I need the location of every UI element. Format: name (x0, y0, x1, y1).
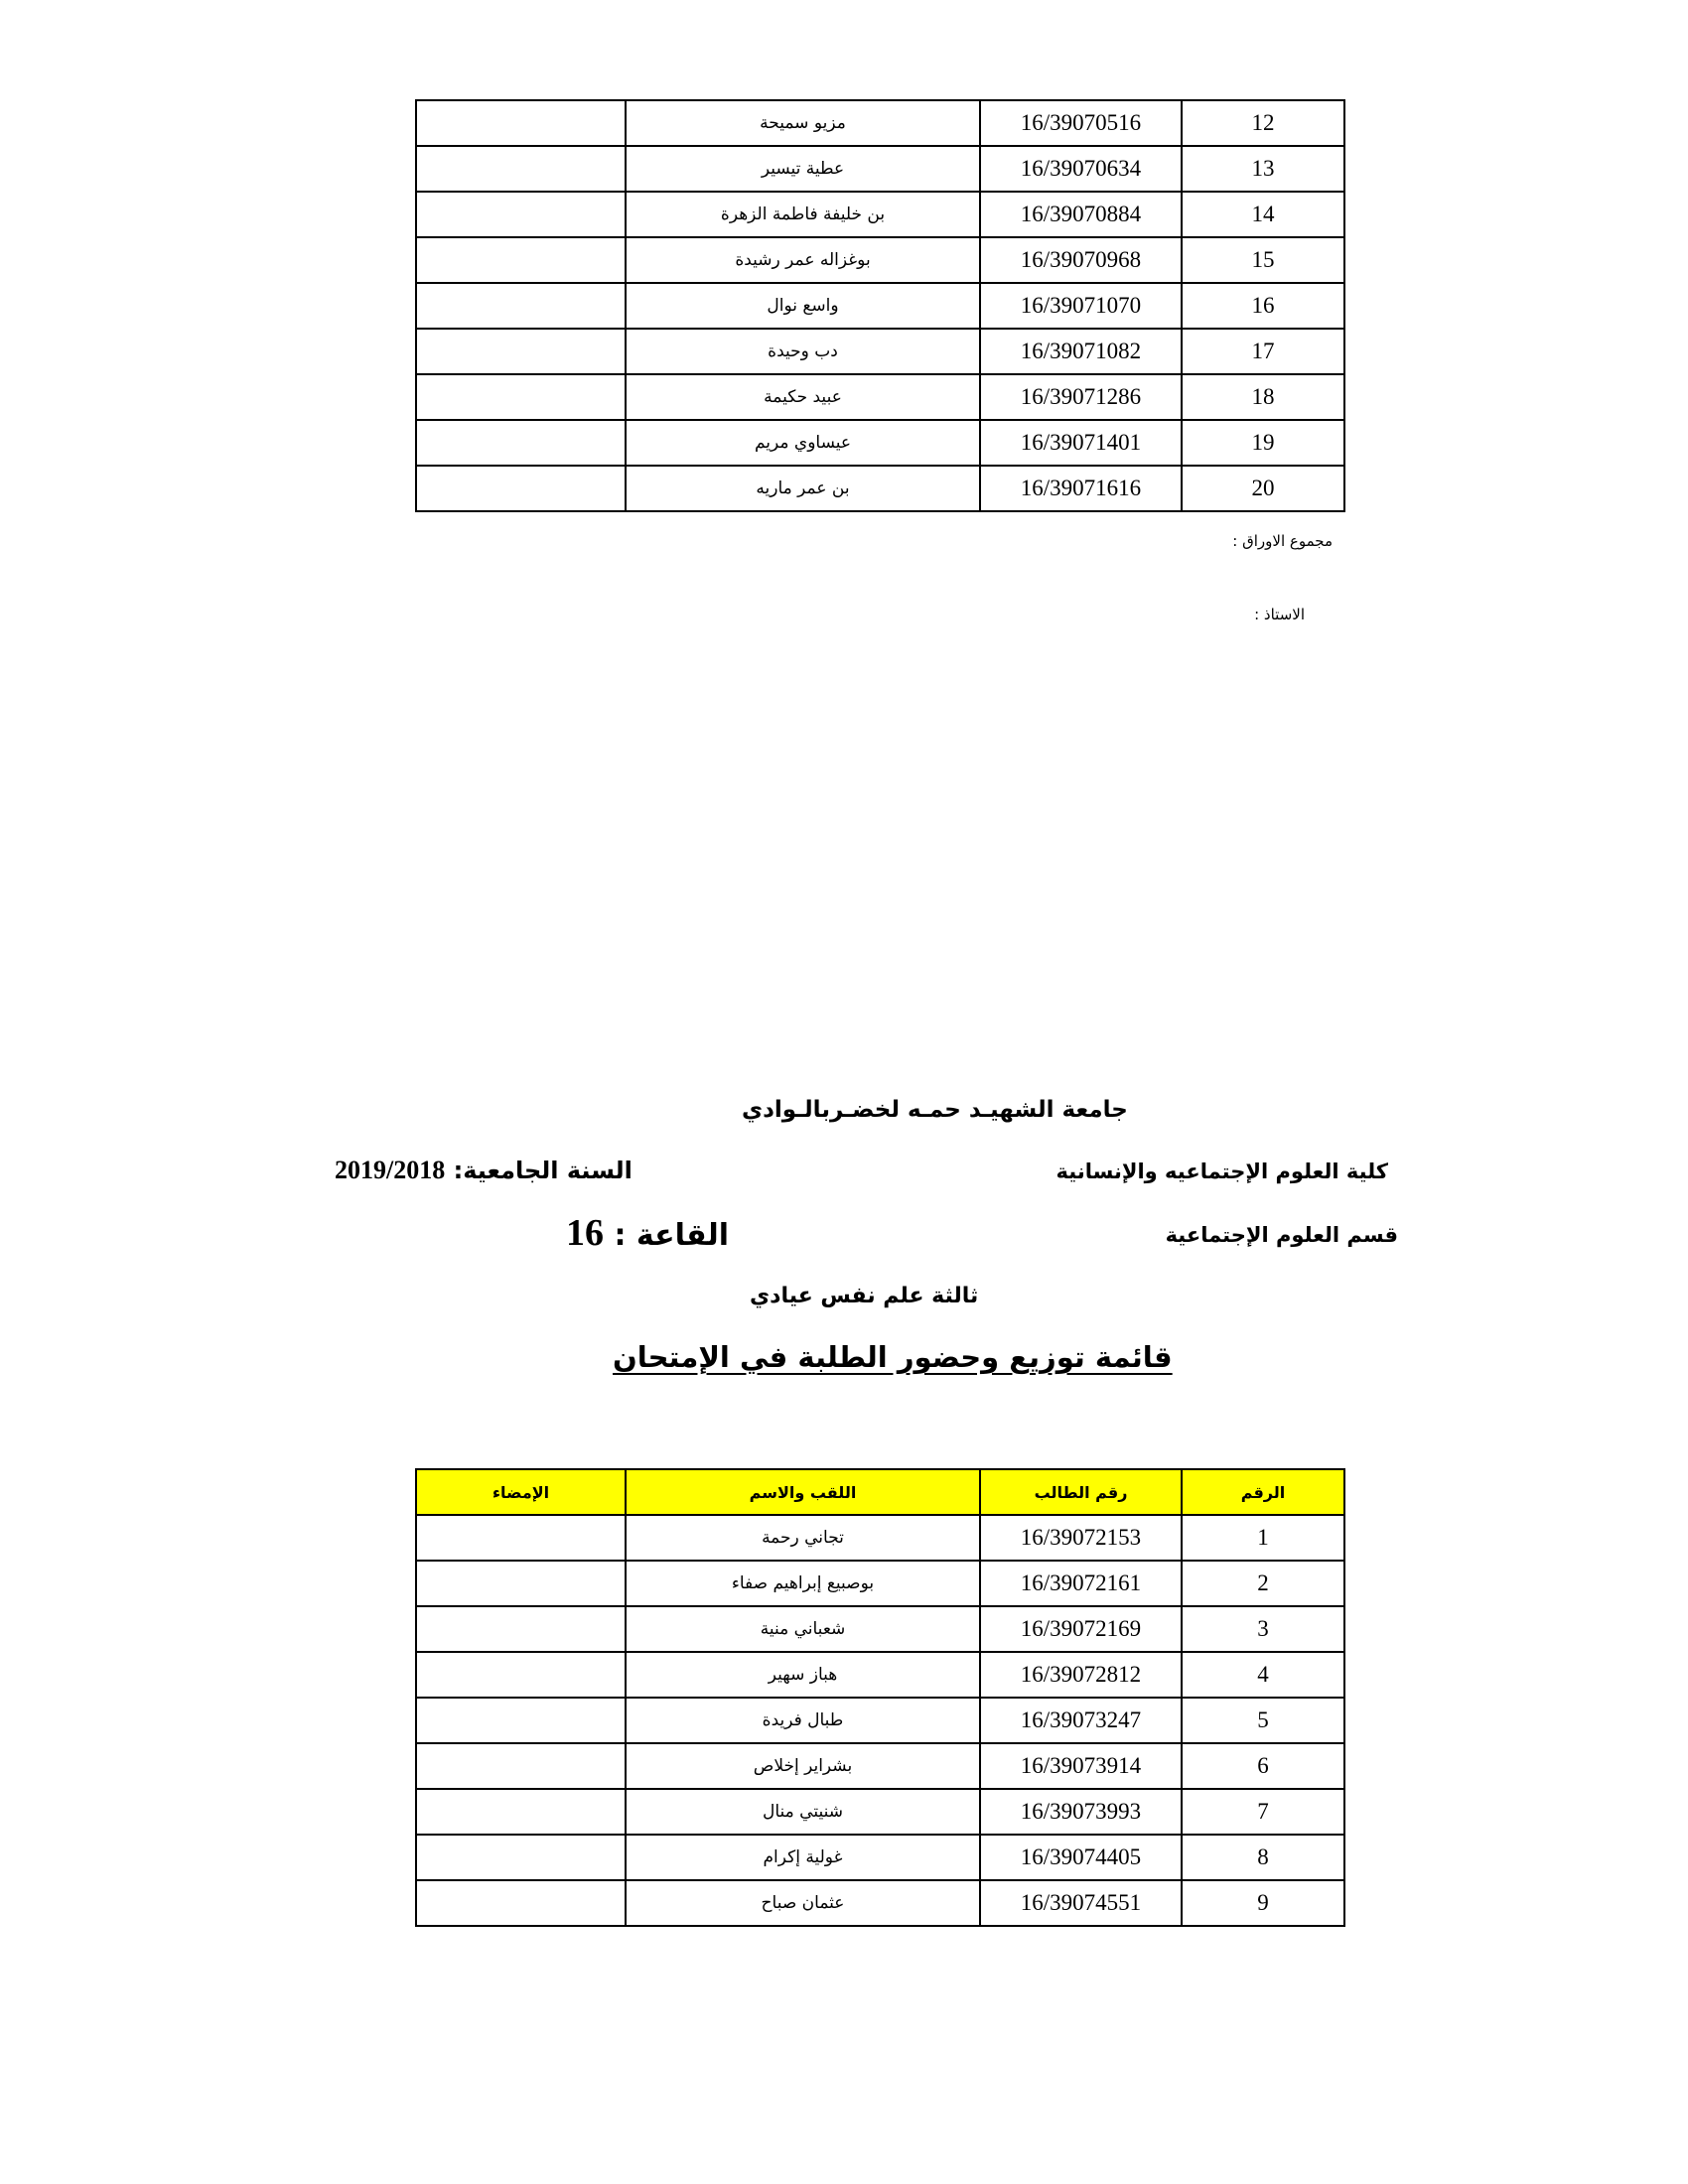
signature-cell[interactable] (416, 146, 626, 192)
room-value: 16 (566, 1212, 604, 1254)
student-name-cell: شنيتي منال (626, 1789, 980, 1835)
table-row (416, 466, 1344, 511)
student-name-cell: غولية إكرام (626, 1835, 980, 1880)
student-name-cell: عيساوي مريم (626, 420, 980, 466)
row-number-cell: 9 (1182, 1880, 1344, 1926)
row-number-cell: 6 (1182, 1743, 1344, 1789)
room-info (566, 1211, 729, 1255)
student-id-cell: 16/39070516 (980, 100, 1182, 146)
row-number-cell: 7 (1182, 1789, 1344, 1835)
attendance-table-continued (415, 99, 1345, 512)
academic-year (335, 1156, 633, 1185)
attendance-table (415, 1468, 1345, 1927)
student-name-cell: هباز سهير (626, 1652, 980, 1698)
student-id-cell: 16/39071082 (980, 329, 1182, 374)
column-header-signature: الإمضاء (416, 1469, 626, 1515)
student-name-cell: عبيد حكيمة (626, 374, 980, 420)
row-number-cell: 18 (1182, 374, 1344, 420)
room-label: القاعة : (614, 1218, 729, 1253)
total-papers-label: مجموع الاوراق : (1232, 532, 1333, 550)
signature-cell[interactable] (416, 1561, 626, 1606)
signature-cell[interactable] (416, 329, 626, 374)
student-name-cell: بن عمر ماريه (626, 466, 980, 511)
table-row (416, 1561, 1344, 1606)
student-name-cell: عطية تيسير (626, 146, 980, 192)
row-number-cell: 13 (1182, 146, 1344, 192)
table-row (416, 1880, 1344, 1926)
study-level: ثالثة علم نفس عيادي (750, 1284, 979, 1308)
column-header-number: الرقم (1182, 1469, 1344, 1515)
row-number-cell: 19 (1182, 420, 1344, 466)
student-name-cell: بن خليفة فاطمة الزهرة (626, 192, 980, 237)
signature-cell[interactable] (416, 1789, 626, 1835)
student-name-cell: عثمان صباح (626, 1880, 980, 1926)
row-number-cell: 5 (1182, 1698, 1344, 1743)
student-name-cell: مزيو سميحة (626, 100, 980, 146)
student-id-cell: 16/39073914 (980, 1743, 1182, 1789)
table-row (416, 1698, 1344, 1743)
student-id-cell: 16/39070634 (980, 146, 1182, 192)
row-number-cell: 16 (1182, 283, 1344, 329)
row-number-cell: 1 (1182, 1515, 1344, 1561)
table-row (416, 1789, 1344, 1835)
signature-cell[interactable] (416, 466, 626, 511)
student-id-cell: 16/39071286 (980, 374, 1182, 420)
student-id-cell: 16/39071616 (980, 466, 1182, 511)
row-number-cell: 12 (1182, 100, 1344, 146)
academic-year-value: 2019/2018 (335, 1156, 446, 1184)
faculty-name: كلية العلوم الإجتماعيه والإنسانية (1055, 1160, 1388, 1183)
table-row (416, 420, 1344, 466)
table-row (416, 374, 1344, 420)
page-title: قائمة توزيع وحضور الطلبة في الإمتحان (613, 1340, 1173, 1374)
table-row (416, 329, 1344, 374)
student-id-cell: 16/39073993 (980, 1789, 1182, 1835)
row-number-cell: 4 (1182, 1652, 1344, 1698)
signature-cell[interactable] (416, 283, 626, 329)
signature-cell[interactable] (416, 1835, 626, 1880)
student-name-cell: شعباني منية (626, 1606, 980, 1652)
student-name-cell: بوصبيع إبراهيم صفاء (626, 1561, 980, 1606)
table-row (416, 100, 1344, 146)
student-id-cell: 16/39072153 (980, 1515, 1182, 1561)
student-id-cell: 16/39072169 (980, 1606, 1182, 1652)
signature-cell[interactable] (416, 1743, 626, 1789)
student-name-cell: بوغزاله عمر رشيدة (626, 237, 980, 283)
professor-label: الاستاذ : (1254, 606, 1305, 623)
table-row (416, 1652, 1344, 1698)
student-id-cell: 16/39071070 (980, 283, 1182, 329)
row-number-cell: 3 (1182, 1606, 1344, 1652)
signature-cell[interactable] (416, 237, 626, 283)
table-row (416, 192, 1344, 237)
student-id-cell: 16/39074551 (980, 1880, 1182, 1926)
signature-cell[interactable] (416, 1606, 626, 1652)
student-id-cell: 16/39072161 (980, 1561, 1182, 1606)
signature-cell[interactable] (416, 1652, 626, 1698)
table-row (416, 146, 1344, 192)
table-row (416, 1835, 1344, 1880)
signature-cell[interactable] (416, 420, 626, 466)
university-name: جامعة الشهيـد حمـه لخضـربالـوادي (742, 1097, 1128, 1123)
academic-year-label: السنة الجامعية: (453, 1157, 633, 1184)
row-number-cell: 8 (1182, 1835, 1344, 1880)
table-row (416, 1743, 1344, 1789)
column-header-name: اللقب والاسم (626, 1469, 980, 1515)
row-number-cell: 15 (1182, 237, 1344, 283)
row-number-cell: 17 (1182, 329, 1344, 374)
row-number-cell: 20 (1182, 466, 1344, 511)
student-name-cell: بشراير إخلاص (626, 1743, 980, 1789)
student-id-cell: 16/39071401 (980, 420, 1182, 466)
student-name-cell: طبال فريدة (626, 1698, 980, 1743)
signature-cell[interactable] (416, 1515, 626, 1561)
signature-cell[interactable] (416, 374, 626, 420)
signature-cell[interactable] (416, 1698, 626, 1743)
table-row (416, 1515, 1344, 1561)
student-id-cell: 16/39070968 (980, 237, 1182, 283)
student-id-cell: 16/39072812 (980, 1652, 1182, 1698)
student-id-cell: 16/39074405 (980, 1835, 1182, 1880)
student-id-cell: 16/39073247 (980, 1698, 1182, 1743)
table-row (416, 283, 1344, 329)
column-header-student-id: رقم الطالب (980, 1469, 1182, 1515)
row-number-cell: 14 (1182, 192, 1344, 237)
table-row (416, 1606, 1344, 1652)
signature-cell[interactable] (416, 1880, 626, 1926)
table-header-row (416, 1469, 1344, 1515)
row-number-cell: 2 (1182, 1561, 1344, 1606)
department-name: قسم العلوم الإجتماعية (1165, 1223, 1398, 1247)
signature-cell[interactable] (416, 100, 626, 146)
student-name-cell: واسع نوال (626, 283, 980, 329)
table-row (416, 237, 1344, 283)
student-name-cell: تجاني رحمة (626, 1515, 980, 1561)
student-name-cell: دب وحيدة (626, 329, 980, 374)
signature-cell[interactable] (416, 192, 626, 237)
student-id-cell: 16/39070884 (980, 192, 1182, 237)
